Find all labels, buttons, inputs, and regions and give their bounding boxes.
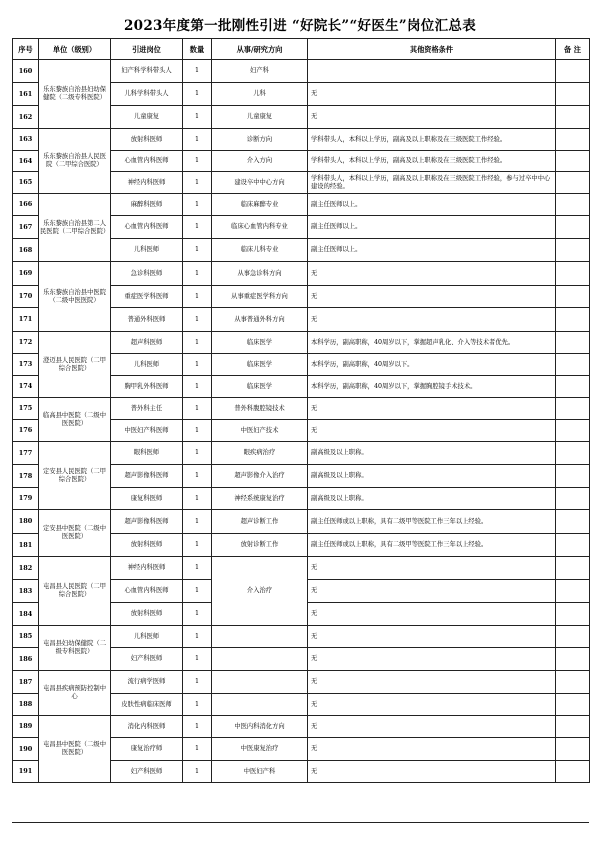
quantity: 1 [183, 465, 212, 488]
post-name: 放射科医师 [111, 603, 183, 626]
conditions: 无 [308, 626, 556, 648]
post-name: 超声影像科医师 [111, 510, 183, 534]
row-number: 171 [13, 308, 39, 332]
post-name: 超声科医师 [111, 332, 183, 354]
conditions: 副主任医师以上。 [308, 194, 556, 216]
direction: 中医妇产技术 [212, 420, 308, 442]
direction: 超声诊断工作 [212, 510, 308, 534]
quantity: 1 [183, 262, 212, 286]
post-name: 胸甲乳外科医师 [111, 376, 183, 398]
remarks [556, 83, 590, 106]
conditions: 无 [308, 648, 556, 671]
direction: 儿科 [212, 83, 308, 106]
direction: 普外科腹腔镜技术 [212, 398, 308, 420]
quantity: 1 [183, 106, 212, 129]
header-post: 引进岗位 [111, 39, 183, 60]
remarks [556, 488, 590, 510]
conditions: 无 [308, 738, 556, 761]
quantity: 1 [183, 626, 212, 648]
conditions: 学科带头人，本科以上学历，副高及以上职称及在三级医院工作经验。 [308, 151, 556, 172]
post-name: 超声影像科医师 [111, 465, 183, 488]
conditions: 无 [308, 671, 556, 694]
conditions: 副主任医师以上。 [308, 216, 556, 239]
direction: 放射诊断工作 [212, 534, 308, 557]
conditions: 无 [308, 420, 556, 442]
table-row [13, 626, 590, 648]
post-name: 心血管内科医师 [111, 580, 183, 603]
remarks [556, 194, 590, 216]
remarks [556, 151, 590, 172]
remarks [556, 626, 590, 648]
unit-name: 屯昌县疾病预防控制中心 [39, 671, 111, 716]
table-row [13, 510, 590, 534]
conditions: 无 [308, 106, 556, 129]
post-name: 中医妇产科医师 [111, 420, 183, 442]
unit-name: 乐东黎族自治县中医院（二级中医医院） [39, 262, 111, 332]
quantity: 1 [183, 420, 212, 442]
header-no: 序号 [13, 39, 39, 60]
conditions: 学科带头人，本科以上学历，副高及以上职称及在三级医院工作经验，参与过卒中中心建设的经验。 [308, 172, 556, 194]
remarks [556, 106, 590, 129]
quantity: 1 [183, 172, 212, 194]
row-number: 176 [13, 420, 39, 442]
conditions: 无 [308, 761, 556, 783]
post-name: 儿科医师 [111, 354, 183, 376]
remarks [556, 738, 590, 761]
post-name: 儿科学科带头人 [111, 83, 183, 106]
conditions [308, 60, 556, 83]
direction: 从事重症医学科方向 [212, 286, 308, 308]
row-number: 186 [13, 648, 39, 671]
direction [212, 671, 308, 694]
remarks [556, 671, 590, 694]
direction: 中医内科消化方向 [212, 716, 308, 738]
post-name: 急诊科医师 [111, 262, 183, 286]
quantity: 1 [183, 129, 212, 151]
unit-name: 屯昌县人民医院（二甲综合医院） [39, 557, 111, 626]
post-name: 皮肤性病临床医师 [111, 694, 183, 716]
quantity: 1 [183, 488, 212, 510]
quantity: 1 [183, 761, 212, 783]
row-number: 169 [13, 262, 39, 286]
row-number: 190 [13, 738, 39, 761]
unit-name: 乐东黎族自治县人民医院（二甲综合医院） [39, 129, 111, 194]
remarks [556, 716, 590, 738]
post-name: 妇产科医师 [111, 648, 183, 671]
direction: 超声影像介入治疗 [212, 465, 308, 488]
quantity: 1 [183, 83, 212, 106]
conditions: 副高级及以上职称。 [308, 465, 556, 488]
row-number: 163 [13, 129, 39, 151]
unit-name: 定安县人民医院（二甲综合医院） [39, 442, 111, 510]
table-row [13, 129, 590, 151]
row-number: 173 [13, 354, 39, 376]
direction: 临床心血管内科专业 [212, 216, 308, 239]
table-row [13, 557, 590, 580]
post-name: 重症医学科医师 [111, 286, 183, 308]
direction: 临床麻醉专业 [212, 194, 308, 216]
row-number: 175 [13, 398, 39, 420]
row-number: 164 [13, 151, 39, 172]
conditions: 无 [308, 603, 556, 626]
header-unit: 单位（级别） [39, 39, 111, 60]
post-name: 儿科医师 [111, 239, 183, 262]
table-row [13, 716, 590, 738]
quantity: 1 [183, 671, 212, 694]
post-name: 妇产科医师 [111, 761, 183, 783]
post-name: 麻醉科医师 [111, 194, 183, 216]
unit-name: 定安县中医院（二级中医医院） [39, 510, 111, 557]
remarks [556, 332, 590, 354]
quantity: 1 [183, 694, 212, 716]
row-number: 184 [13, 603, 39, 626]
quantity: 1 [183, 194, 212, 216]
remarks [556, 354, 590, 376]
quantity: 1 [183, 376, 212, 398]
conditions: 无 [308, 308, 556, 332]
table-row [13, 332, 590, 354]
unit-name: 乐东黎族自治县妇幼保健院（二级专科医院） [39, 60, 111, 129]
row-number: 160 [13, 60, 39, 83]
quantity: 1 [183, 442, 212, 465]
post-name: 神经内科医师 [111, 557, 183, 580]
header-direction: 从事/研究方向 [212, 39, 308, 60]
quantity: 1 [183, 216, 212, 239]
conditions: 无 [308, 716, 556, 738]
table-row [13, 398, 590, 420]
post-name: 神经内科医师 [111, 172, 183, 194]
row-number: 174 [13, 376, 39, 398]
remarks [556, 761, 590, 783]
post-name: 妇产科学科带头人 [111, 60, 183, 83]
remarks [556, 580, 590, 603]
remarks [556, 308, 590, 332]
conditions: 副高级及以上职称。 [308, 488, 556, 510]
unit-name: 乐东黎族自治县第二人民医院（二甲综合医院） [39, 194, 111, 262]
table-row [13, 262, 590, 286]
conditions: 本科学历，副高职称，40周岁以下，掌握超声乳化、介入等技术者优先。 [308, 332, 556, 354]
remarks [556, 442, 590, 465]
remarks [556, 398, 590, 420]
post-name: 放射科医师 [111, 534, 183, 557]
remarks [556, 557, 590, 580]
direction [212, 694, 308, 716]
direction: 介入治疗 [212, 557, 308, 626]
row-number: 165 [13, 172, 39, 194]
remarks [556, 648, 590, 671]
quantity: 1 [183, 239, 212, 262]
remarks [556, 216, 590, 239]
quantity: 1 [183, 60, 212, 83]
unit-name: 屯昌县中医院（二级中医医院） [39, 716, 111, 783]
conditions: 副高级及以上职称。 [308, 442, 556, 465]
remarks [556, 286, 590, 308]
table-row [13, 194, 590, 216]
positions-table [12, 38, 590, 783]
post-name: 眼科医师 [111, 442, 183, 465]
post-name: 心血管内科医师 [111, 216, 183, 239]
conditions: 无 [308, 286, 556, 308]
row-number: 178 [13, 465, 39, 488]
direction: 中医妇产科 [212, 761, 308, 783]
conditions: 无 [308, 262, 556, 286]
conditions: 本科学历，副高职称，40周岁以下，掌握胸腔镜手术技术。 [308, 376, 556, 398]
post-name: 普外科主任 [111, 398, 183, 420]
quantity: 1 [183, 332, 212, 354]
direction: 临床医学 [212, 354, 308, 376]
remarks [556, 239, 590, 262]
header-qty: 数量 [183, 39, 212, 60]
remarks [556, 129, 590, 151]
unit-name: 屯昌县妇幼保健院（二级专科医院） [39, 626, 111, 671]
direction: 妇产科 [212, 60, 308, 83]
row-number: 161 [13, 83, 39, 106]
conditions: 学科带头人，本科以上学历，副高及以上职称及在三级医院工作经验。 [308, 129, 556, 151]
direction: 儿童康复 [212, 106, 308, 129]
table-row [13, 671, 590, 694]
remarks [556, 262, 590, 286]
row-number: 168 [13, 239, 39, 262]
post-name: 儿科医师 [111, 626, 183, 648]
quantity: 1 [183, 603, 212, 626]
post-name: 康复科医师 [111, 488, 183, 510]
direction: 介入方向 [212, 151, 308, 172]
quantity: 1 [183, 716, 212, 738]
row-number: 177 [13, 442, 39, 465]
conditions: 副主任医师或以上职称，具有二级甲等医院工作三年以上经验。 [308, 510, 556, 534]
quantity: 1 [183, 354, 212, 376]
row-number: 189 [13, 716, 39, 738]
remarks [556, 510, 590, 534]
row-number: 181 [13, 534, 39, 557]
table-header-row [13, 39, 590, 60]
post-name: 普通外科医师 [111, 308, 183, 332]
direction: 建设卒中中心方向 [212, 172, 308, 194]
remarks [556, 603, 590, 626]
row-number: 162 [13, 106, 39, 129]
conditions: 无 [308, 557, 556, 580]
quantity: 1 [183, 398, 212, 420]
direction: 临床医学 [212, 332, 308, 354]
quantity: 1 [183, 738, 212, 761]
conditions: 本科学历，副高职称，40周岁以下。 [308, 354, 556, 376]
quantity: 1 [183, 151, 212, 172]
unit-name: 临高县中医院（二级中医医院） [39, 398, 111, 442]
remarks [556, 60, 590, 83]
row-number: 166 [13, 194, 39, 216]
direction [212, 626, 308, 648]
quantity: 1 [183, 534, 212, 557]
quantity: 1 [183, 308, 212, 332]
page-title: 2023年度第一批刚性引进 “好院长”“好医生”岗位汇总表 [123, 18, 477, 34]
direction [212, 648, 308, 671]
header-conditions: 其他资格条件 [308, 39, 556, 60]
row-number: 170 [13, 286, 39, 308]
quantity: 1 [183, 557, 212, 580]
conditions: 副主任医师以上。 [308, 239, 556, 262]
conditions: 无 [308, 83, 556, 106]
direction: 从事普通外科方向 [212, 308, 308, 332]
remarks [556, 534, 590, 557]
remarks [556, 465, 590, 488]
post-name: 心血管内科医师 [111, 151, 183, 172]
remarks [556, 694, 590, 716]
conditions: 无 [308, 580, 556, 603]
conditions: 无 [308, 694, 556, 716]
direction: 从事急诊科方向 [212, 262, 308, 286]
unit-name: 澄迈县人民医院（二甲综合医院） [39, 332, 111, 398]
remarks [556, 172, 590, 194]
row-number: 180 [13, 510, 39, 534]
conditions: 无 [308, 398, 556, 420]
row-number: 191 [13, 761, 39, 783]
quantity: 1 [183, 286, 212, 308]
row-number: 172 [13, 332, 39, 354]
page-bottom-rule [12, 822, 589, 823]
direction: 临床儿科专业 [212, 239, 308, 262]
direction: 临床医学 [212, 376, 308, 398]
direction: 神经系统康复治疗 [212, 488, 308, 510]
row-number: 183 [13, 580, 39, 603]
row-number: 179 [13, 488, 39, 510]
row-number: 185 [13, 626, 39, 648]
row-number: 187 [13, 671, 39, 694]
quantity: 1 [183, 510, 212, 534]
table-row [13, 442, 590, 465]
direction: 诊断方向 [212, 129, 308, 151]
row-number: 188 [13, 694, 39, 716]
post-name: 流行病学医师 [111, 671, 183, 694]
row-number: 167 [13, 216, 39, 239]
header-remarks: 备 注 [556, 39, 590, 60]
remarks [556, 376, 590, 398]
conditions: 副主任医师或以上职称，具有二级甲等医院工作三年以上经验。 [308, 534, 556, 557]
table-row [13, 60, 590, 83]
post-name: 儿童康复 [111, 106, 183, 129]
row-number: 182 [13, 557, 39, 580]
post-name: 消化内科医师 [111, 716, 183, 738]
direction: 眼疾病治疗 [212, 442, 308, 465]
quantity: 1 [183, 648, 212, 671]
post-name: 康复治疗师 [111, 738, 183, 761]
post-name: 放射科医师 [111, 129, 183, 151]
direction: 中医康复治疗 [212, 738, 308, 761]
quantity: 1 [183, 580, 212, 603]
remarks [556, 420, 590, 442]
